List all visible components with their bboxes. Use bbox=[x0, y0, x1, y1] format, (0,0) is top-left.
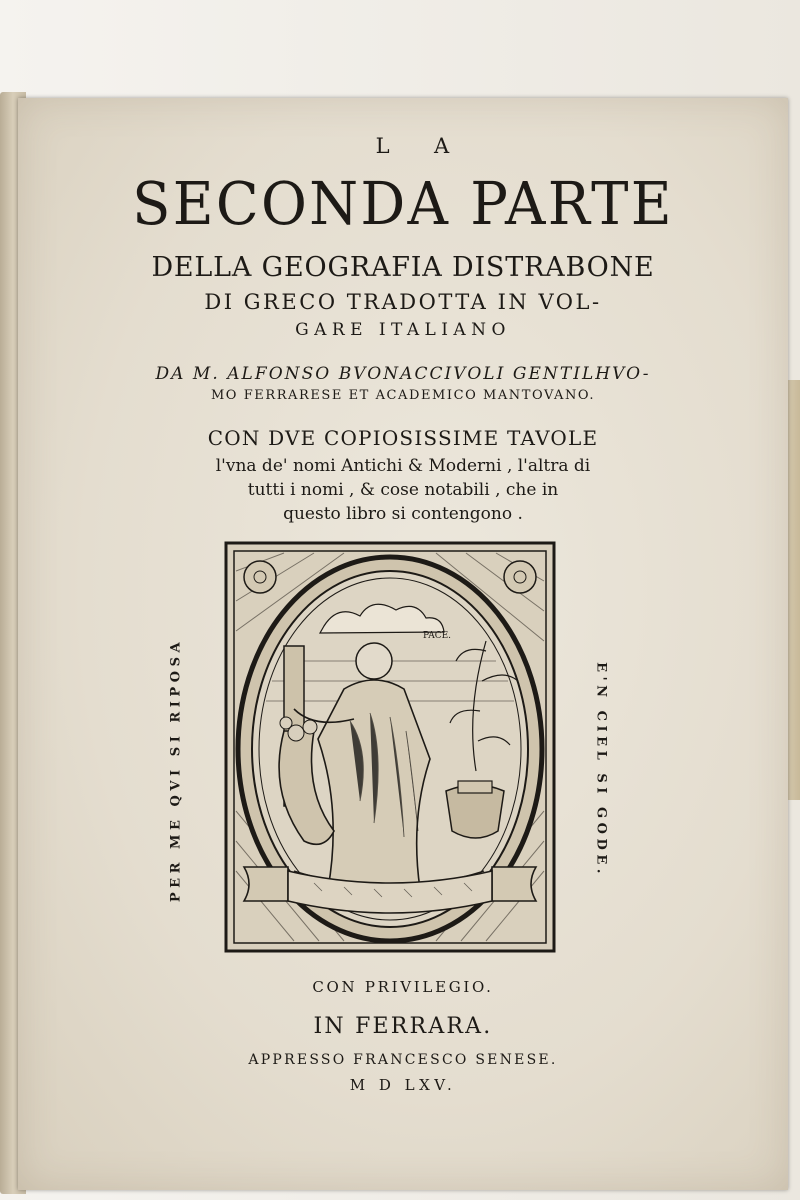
subtitle-line-2: DI GRECO TRADOTTA IN VOL- bbox=[204, 290, 602, 314]
tables-line-2: l'vna de' nomi Antichi & Moderni , l'altra di bbox=[215, 456, 591, 476]
title-page bbox=[18, 98, 788, 1190]
heading-la: L A bbox=[375, 134, 469, 158]
woodcut-illustration bbox=[224, 541, 556, 953]
city-line: IN FERRARA. bbox=[313, 1014, 493, 1039]
year-line: M D LXV. bbox=[349, 1076, 457, 1094]
subtitle-line-3: GARE ITALIANO bbox=[295, 320, 511, 340]
right-motto: E'N CIEL SI GODE. bbox=[593, 662, 609, 878]
left-motto: PER ME QVI SI RIPOSA bbox=[168, 637, 184, 903]
author-line-2: MO FERRARESE ET ACADEMICO MANTOVANO. bbox=[210, 388, 596, 403]
tables-line-1: CON DVE COPIOSISSIME TAVOLE bbox=[207, 426, 599, 450]
printer-line: APPRESSO FRANCESCO SENESE. bbox=[248, 1052, 558, 1068]
author-line-1: DA M. ALFONSO BVONACCIVOLI GENTILHVO- bbox=[155, 364, 651, 384]
tables-line-4: questo libro si contengono . bbox=[283, 504, 523, 524]
subtitle-line-1: DELLA GEOGRAFIA DISTRABONE bbox=[151, 252, 655, 283]
main-title: SECONDA PARTE bbox=[132, 170, 674, 239]
figure-label: PACE. bbox=[423, 631, 452, 641]
privilege-line: CON PRIVILEGIO. bbox=[312, 978, 494, 996]
tables-line-3: tutti i nomi , & cose notabili , che in bbox=[247, 480, 559, 500]
